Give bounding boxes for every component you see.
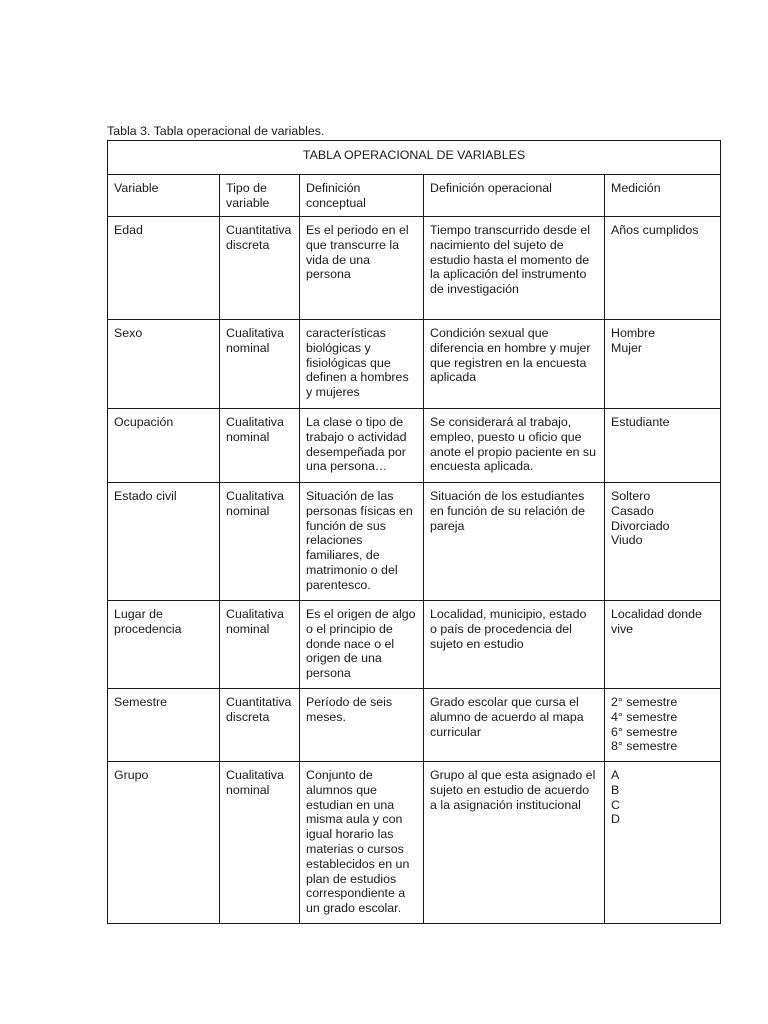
cell-tipo: Cuantitativa discreta	[220, 689, 300, 762]
cell-variable: Edad	[108, 217, 220, 320]
cell-variable: Sexo	[108, 320, 220, 409]
cell-variable: Ocupación	[108, 409, 220, 483]
cell-medicion: Años cumplidos	[605, 217, 721, 320]
header-medicion: Medición	[605, 175, 721, 217]
table-title-row	[108, 141, 721, 175]
cell-operacional: Condición sexual que diferencia en hombre y mujer que registren en la encuesta aplicada	[424, 320, 605, 409]
header-definicion-conceptual: Definición conceptual	[300, 175, 424, 217]
cell-conceptual: Situación de las personas físicas en función de sus relaciones familiares, de matrimonio o del parentesco.	[300, 483, 424, 601]
table-row	[108, 689, 721, 762]
cell-medicion: 2° semestre 4° semestre 6° semestre 8° semestre	[605, 689, 721, 762]
table-row	[108, 762, 721, 924]
cell-conceptual: Es el periodo en el que transcurre la vida de una persona	[300, 217, 424, 320]
cell-operacional: Localidad, municipio, estado o país de procedencia del sujeto en estudio	[424, 601, 605, 689]
cell-operacional: Tiempo transcurrido desde el nacimiento del sujeto de estudio hasta el momento de la aplicación del instrumento de investigación	[424, 217, 605, 320]
cell-tipo: Cualitativa nominal	[220, 601, 300, 689]
cell-operacional: Grupo al que esta asignado el sujeto en estudio de acuerdo a la asignación institucional	[424, 762, 605, 924]
table-caption: Tabla 3. Tabla operacional de variables.	[107, 124, 325, 138]
cell-variable: Grupo	[108, 762, 220, 924]
cell-tipo: Cualitativa nominal	[220, 320, 300, 409]
cell-medicion: Localidad donde vive	[605, 601, 721, 689]
cell-medicion: Soltero Casado Divorciado Viudo	[605, 483, 721, 601]
header-variable: Variable	[108, 175, 220, 217]
cell-conceptual: Conjunto de alumnos que estudian en una misma aula y con igual horario las materias o cursos establecidos en un plan de estudios correspondiente a un grado escolar.	[300, 762, 424, 924]
cell-variable: Lugar de procedencia	[108, 601, 220, 689]
table-row	[108, 217, 721, 320]
table-row	[108, 320, 721, 409]
cell-conceptual: Es el origen de algo o el principio de donde nace o el origen de una persona	[300, 601, 424, 689]
cell-medicion: Hombre Mujer	[605, 320, 721, 409]
cell-medicion: A B C D	[605, 762, 721, 924]
cell-operacional: Se considerará al trabajo, empleo, puesto u oficio que anote el propio paciente en su encuesta aplicada.	[424, 409, 605, 483]
cell-medicion: Estudiante	[605, 409, 721, 483]
cell-operacional: Grado escolar que cursa el alumno de acuerdo al mapa curricular	[424, 689, 605, 762]
cell-conceptual: La clase o tipo de trabajo o actividad desempeñada por una persona…	[300, 409, 424, 483]
operational-variables-table	[107, 140, 721, 924]
cell-conceptual: Período de seis meses.	[300, 689, 424, 762]
table-row	[108, 483, 721, 601]
table-title: TABLA OPERACIONAL DE VARIABLES	[108, 141, 721, 175]
cell-variable: Semestre	[108, 689, 220, 762]
cell-conceptual: características biológicas y fisiológicas que definen a hombres y mujeres	[300, 320, 424, 409]
header-tipo: Tipo de variable	[220, 175, 300, 217]
cell-tipo: Cualitativa nominal	[220, 409, 300, 483]
cell-tipo: Cualitativa nominal	[220, 762, 300, 924]
table-header-row	[108, 175, 721, 217]
header-definicion-operacional: Definición operacional	[424, 175, 605, 217]
cell-tipo: Cualitativa nominal	[220, 483, 300, 601]
cell-operacional: Situación de los estudiantes en función de su relación de pareja	[424, 483, 605, 601]
cell-tipo: Cuantitativa discreta	[220, 217, 300, 320]
table-row	[108, 601, 721, 689]
table-row	[108, 409, 721, 483]
cell-variable: Estado civil	[108, 483, 220, 601]
